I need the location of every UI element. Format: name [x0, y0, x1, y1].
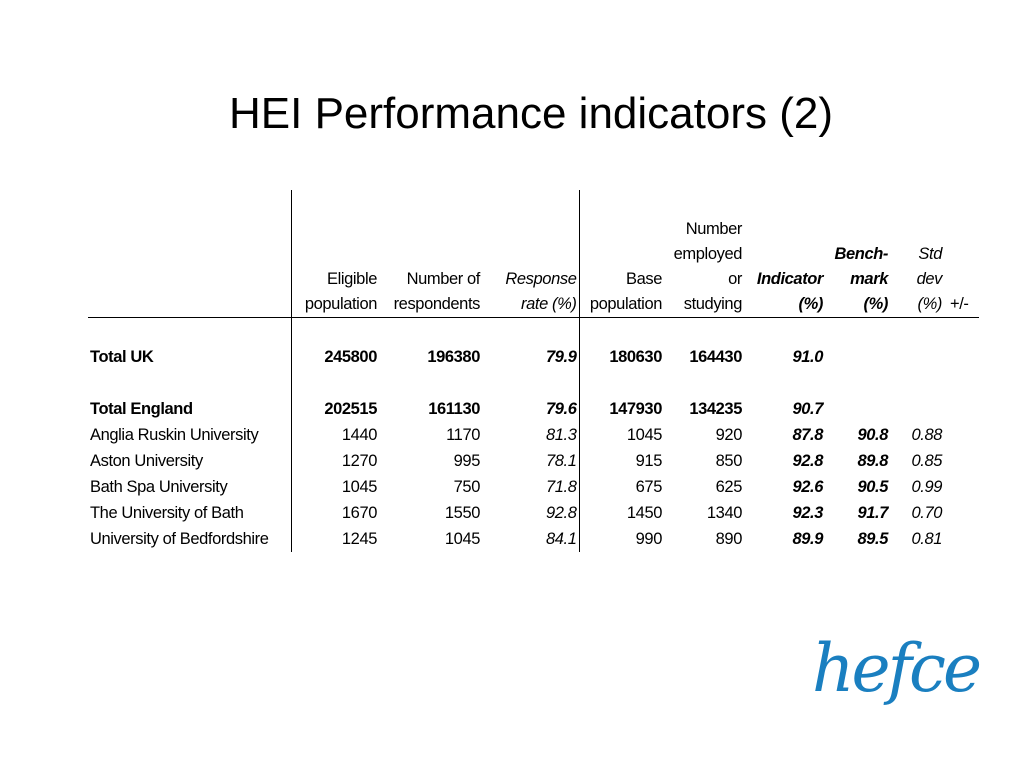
cell-benchmark	[825, 396, 890, 422]
slide-title: HEI Performance indicators (2)	[229, 89, 833, 138]
cell-response-rate: 79.9	[545, 348, 577, 366]
cell-eligible-population: 1045	[291, 474, 379, 500]
spacer-cell	[744, 370, 825, 396]
cell-indicator: 91.0	[792, 348, 823, 366]
header-benchmark	[825, 190, 890, 318]
cell-respondents: 161130	[428, 400, 480, 418]
cell-plus-minus	[944, 422, 979, 448]
cell-respondents: 995	[453, 452, 480, 470]
cell-base-population: 915	[579, 448, 664, 474]
header-employed-line-2: employed	[673, 245, 742, 263]
cell-institution: Total UK	[90, 348, 154, 366]
cell-employed: 625	[715, 478, 742, 496]
header-eligible-line-2: population	[304, 295, 377, 313]
spacer-cell	[579, 318, 664, 345]
cell-response-rate: 92.8	[545, 504, 577, 522]
cell-std-dev	[890, 344, 944, 370]
cell-eligible-population: 1245	[291, 526, 379, 552]
spacer-cell	[579, 370, 664, 396]
header-rate-line-2: rate (%)	[521, 295, 577, 313]
header-eligible-population	[291, 190, 379, 318]
cell-std-dev: 0.88	[911, 426, 942, 444]
header-plus-minus: +/-	[950, 295, 969, 313]
spacer-row	[88, 370, 979, 396]
cell-respondents: 1550	[444, 504, 480, 522]
cell-employed: 920	[715, 426, 742, 444]
header-indicator-line-1: Indicator	[756, 270, 823, 288]
cell-base-population: 1045	[579, 422, 664, 448]
cell-base-population: 147930	[579, 396, 664, 422]
spacer-cell	[482, 370, 579, 396]
cell-indicator: 90.7	[792, 400, 823, 418]
cell-response-rate: 71.8	[545, 478, 577, 496]
header-rate-line-1: Response	[505, 270, 577, 288]
cell-indicator: 92.8	[792, 452, 823, 470]
table-header-row	[88, 190, 979, 318]
cell-std-dev: 0.99	[911, 478, 942, 496]
cell-eligible-population: 1270	[291, 448, 379, 474]
cell-std-dev: 0.70	[911, 504, 942, 522]
table-row	[88, 422, 979, 448]
cell-eligible-population: 202515	[291, 396, 379, 422]
spacer-cell	[88, 370, 291, 396]
cell-respondents: 1045	[444, 530, 480, 548]
spacer-cell	[379, 370, 482, 396]
spacer-cell	[664, 370, 744, 396]
cell-respondents: 1170	[446, 426, 480, 444]
cell-eligible-population: 245800	[291, 344, 379, 370]
cell-institution: The University of Bath	[90, 504, 244, 522]
cell-plus-minus	[944, 396, 979, 422]
spacer-cell	[379, 318, 482, 345]
spacer-cell	[825, 318, 890, 345]
header-employed-line-1: Number	[685, 220, 742, 238]
cell-employed: 890	[715, 530, 742, 548]
header-base-population	[579, 190, 664, 318]
header-benchmark-line-3: (%)	[863, 295, 888, 313]
cell-response-rate: 79.6	[545, 400, 577, 418]
header-employed-line-4: studying	[683, 295, 742, 313]
spacer-cell	[825, 370, 890, 396]
cell-response-rate: 81.3	[545, 426, 577, 444]
spacer-cell	[744, 318, 825, 345]
table-row	[88, 474, 979, 500]
cell-base-population: 1450	[579, 500, 664, 526]
cell-employed: 850	[715, 452, 742, 470]
table-row	[88, 500, 979, 526]
cell-std-dev: 0.85	[911, 452, 942, 470]
header-number-employed	[664, 190, 744, 318]
header-eligible-line-1: Eligible	[327, 270, 377, 288]
header-benchmark-line-1: Bench-	[834, 245, 888, 263]
cell-employed: 164430	[689, 348, 742, 366]
header-indicator	[744, 190, 825, 318]
spacer-cell	[890, 370, 944, 396]
cell-plus-minus	[944, 344, 979, 370]
cell-respondents: 750	[453, 478, 480, 496]
cell-base-population: 990	[579, 526, 664, 552]
header-institution	[88, 190, 291, 318]
cell-plus-minus	[944, 474, 979, 500]
cell-std-dev	[890, 396, 944, 422]
hefce-logo: hefce	[812, 630, 980, 707]
header-std-line-1: Std	[918, 245, 942, 263]
spacer-cell	[482, 318, 579, 345]
cell-employed: 1340	[706, 504, 742, 522]
cell-plus-minus	[944, 500, 979, 526]
header-respondents-line-1: Number of	[406, 270, 480, 288]
cell-eligible-population: 1440	[291, 422, 379, 448]
cell-institution: Anglia Ruskin University	[90, 426, 259, 444]
header-std-line-3: (%)	[917, 295, 942, 313]
table-row	[88, 448, 979, 474]
performance-table	[88, 190, 979, 552]
header-base-line-2: population	[589, 295, 662, 313]
cell-eligible-population: 1670	[291, 500, 379, 526]
cell-indicator: 89.9	[792, 530, 823, 548]
header-employed-line-3: or	[728, 270, 742, 288]
cell-institution: University of Bedfordshire	[90, 530, 269, 548]
spacer-cell	[944, 370, 979, 396]
cell-response-rate: 78.1	[545, 452, 577, 470]
header-benchmark-line-2: mark	[850, 270, 888, 288]
spacer-row	[88, 318, 979, 345]
cell-respondents: 196380	[427, 348, 480, 366]
cell-benchmark: 91.7	[857, 504, 888, 522]
spacer-cell	[890, 318, 944, 345]
cell-benchmark: 90.5	[857, 478, 888, 496]
spacer-cell	[88, 318, 291, 345]
cell-institution: Total England	[90, 400, 193, 418]
header-indicator-line-2: (%)	[798, 295, 823, 313]
header-respondents-line-2: respondents	[393, 295, 480, 313]
cell-benchmark: 90.8	[857, 426, 888, 444]
cell-std-dev: 0.81	[911, 530, 942, 548]
header-base-line-1: Base	[625, 270, 662, 288]
cell-base-population: 675	[579, 474, 664, 500]
table-row	[88, 344, 979, 370]
cell-benchmark: 89.5	[857, 530, 888, 548]
header-response-rate	[482, 190, 579, 318]
cell-institution: Aston University	[90, 452, 203, 470]
cell-indicator: 87.8	[792, 426, 823, 444]
header-std-line-2: dev	[916, 270, 942, 288]
spacer-cell	[944, 318, 979, 345]
cell-benchmark	[825, 344, 890, 370]
spacer-cell	[291, 370, 379, 396]
cell-response-rate: 84.1	[545, 530, 577, 548]
cell-benchmark: 89.8	[857, 452, 888, 470]
cell-plus-minus	[944, 526, 979, 552]
cell-plus-minus	[944, 448, 979, 474]
table-row	[88, 396, 979, 422]
cell-base-population: 180630	[579, 344, 664, 370]
cell-institution: Bath Spa University	[90, 478, 228, 496]
spacer-cell	[664, 318, 744, 345]
header-number-of-respondents	[379, 190, 482, 318]
cell-indicator: 92.3	[792, 504, 823, 522]
cell-indicator: 92.6	[792, 478, 823, 496]
header-std-dev	[890, 190, 944, 318]
spacer-cell	[291, 318, 379, 345]
cell-employed: 134235	[689, 400, 742, 418]
table-row	[88, 526, 979, 552]
